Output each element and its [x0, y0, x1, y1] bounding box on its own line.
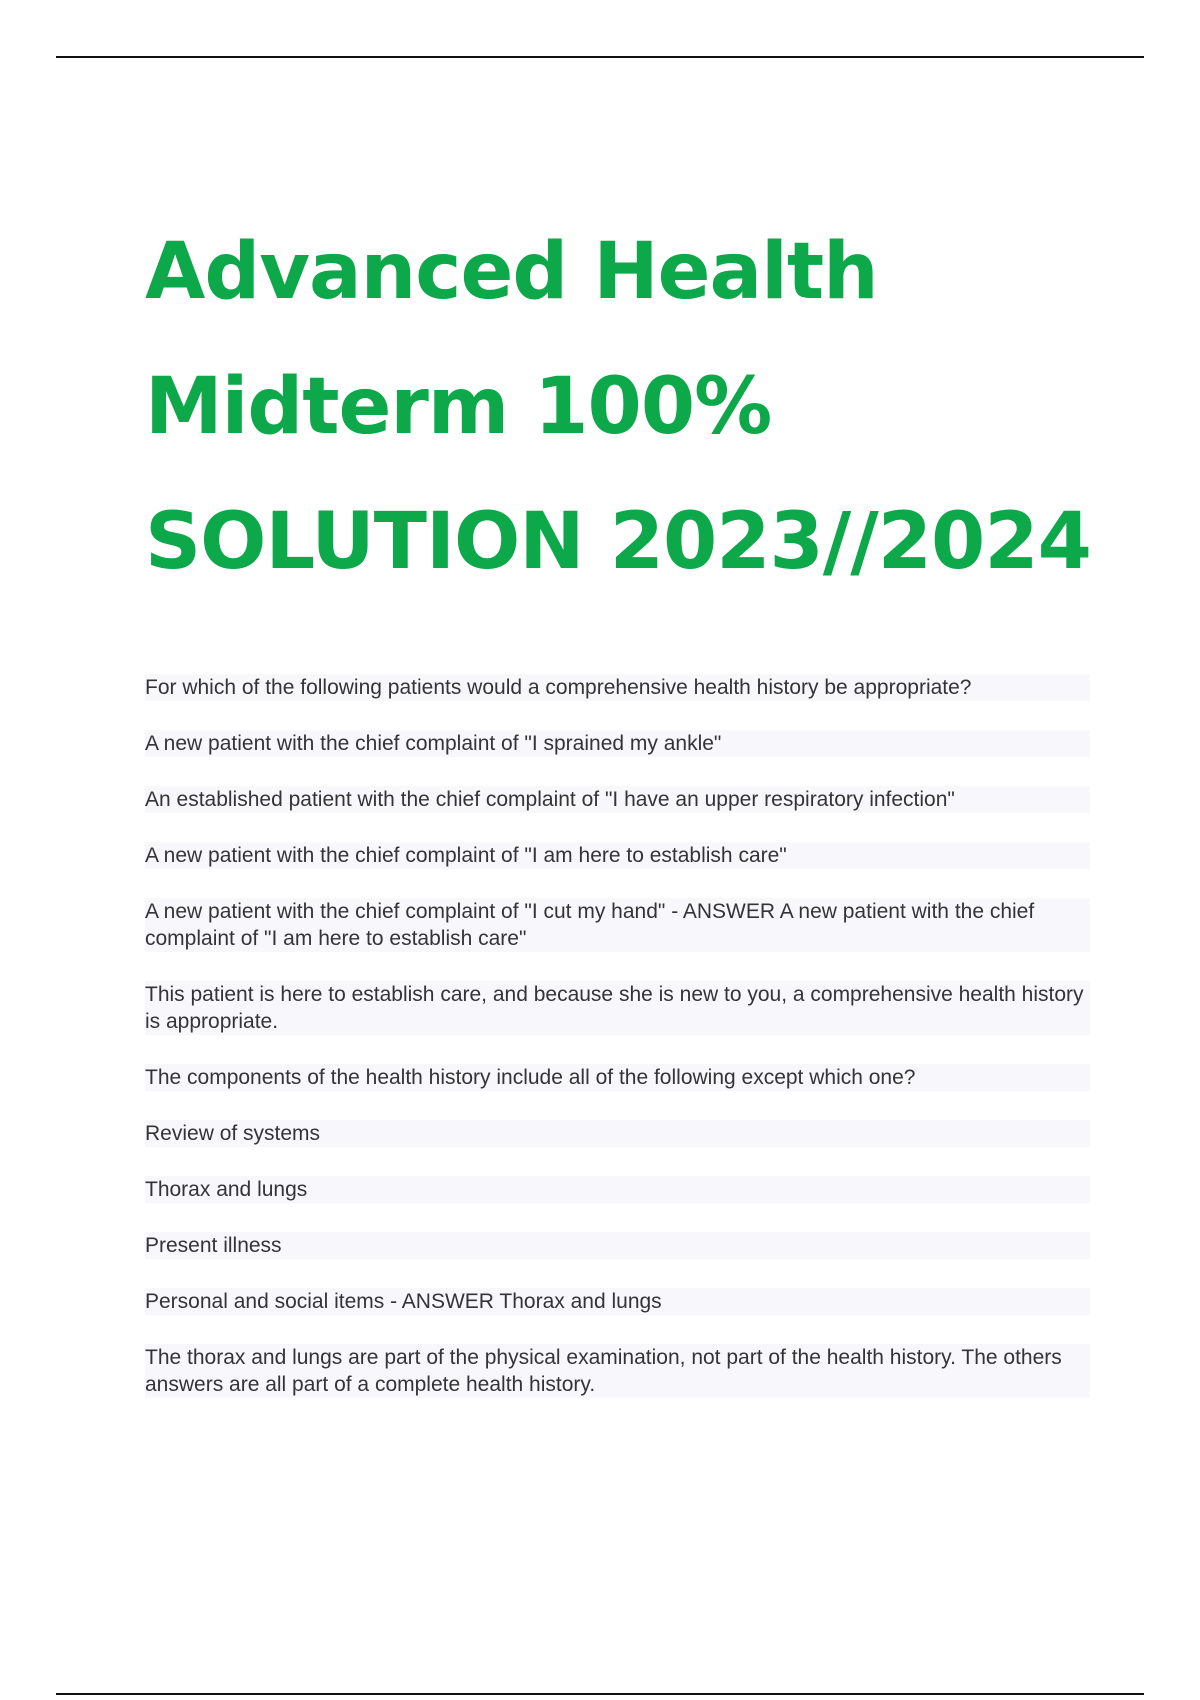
- document-title: [145, 205, 1145, 610]
- title-line-1: Advanced Health: [145, 227, 878, 317]
- option-1d-with-answer: A new patient with the chief complaint of "I cut my hand" - ANSWER A new patient with the chief complaint of "I am here to establish care": [145, 898, 1090, 952]
- rationale-2: The thorax and lungs are part of the physical examination, not part of the health history. The others answers are all part of a complete health history.: [145, 1344, 1090, 1398]
- top-rule: [56, 56, 1144, 58]
- document-body: [145, 674, 1090, 1427]
- option-2a: Review of systems: [145, 1120, 1090, 1147]
- option-2c: Present illness: [145, 1232, 1090, 1259]
- option-1c: A new patient with the chief complaint of "I am here to establish care": [145, 842, 1090, 869]
- option-2b: Thorax and lungs: [145, 1176, 1090, 1203]
- title-line-3: SOLUTION 2023//2024: [145, 497, 1091, 587]
- option-1a: A new patient with the chief complaint of "I sprained my ankle": [145, 730, 1090, 757]
- question-1: For which of the following patients would a comprehensive health history be appropriate?: [145, 674, 1090, 701]
- question-2: The components of the health history include all of the following except which one?: [145, 1064, 1090, 1091]
- rationale-1: This patient is here to establish care, and because she is new to you, a comprehensive health history is appropriate.: [145, 981, 1090, 1035]
- title-line-2: Midterm 100%: [145, 362, 772, 452]
- bottom-rule: [56, 1693, 1144, 1695]
- option-2d-with-answer: Personal and social items - ANSWER Thorax and lungs: [145, 1288, 1090, 1315]
- option-1b: An established patient with the chief complaint of "I have an upper respiratory infection": [145, 786, 1090, 813]
